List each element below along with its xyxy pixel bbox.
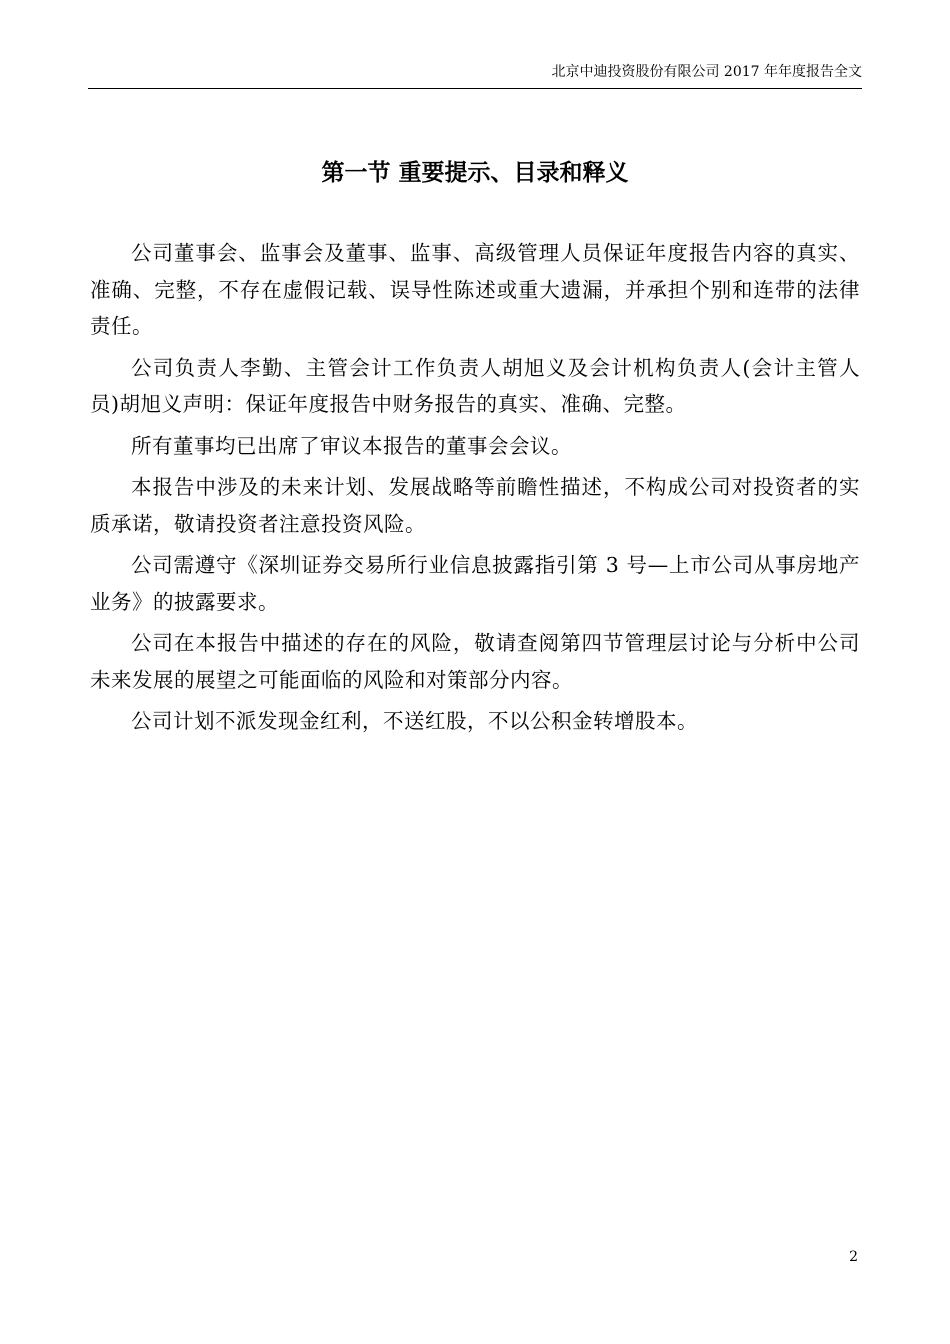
paragraph-financial-declaration: 公司负责人李勤、主管会计工作负责人胡旭义及会计机构负责人(会计主管人员)胡旭义声明：保证年度报告中财务报告的真实、准确、完整。 — [90, 355, 860, 416]
paragraph-responsibility-statement: 公司董事会、监事会及董事、监事、高级管理人员保证年度报告内容的真实、准确、完整，不存在虚假记载、误导性陈述或重大遗漏，并承担个别和连带的法律责任。 — [90, 241, 860, 338]
paragraph-board-attendance: 所有董事均已出席了审议本报告的董事会会议。 — [131, 433, 572, 458]
page-header — [88, 62, 862, 89]
body-text — [90, 235, 860, 745]
section-title: 第一节 重要提示、目录和释义 — [321, 159, 629, 186]
paragraph-disclosure-guideline: 公司需遵守《深圳证券交易所行业信息披露指引第 3 号—上市公司从事房地产业务》的披露要求。 — [90, 553, 860, 614]
paragraph-risk-reference: 公司在本报告中描述的存在的风险，敬请查阅第四节管理层讨论与分析中公司未来发展的展望之可能面临的风险和对策部分内容。 — [90, 631, 860, 692]
paragraph-forward-looking-risk: 本报告中涉及的未来计划、发展战略等前瞻性描述，不构成公司对投资者的实质承诺，敬请投资者注意投资风险。 — [90, 475, 860, 536]
header-title: 北京中迪投资股份有限公司 2017 年年度报告全文 — [551, 64, 862, 80]
page-number: 2 — [849, 1249, 858, 1265]
paragraph-dividend-plan: 公司计划不派发现金红利，不送红股，不以公积金转增股本。 — [131, 709, 698, 733]
